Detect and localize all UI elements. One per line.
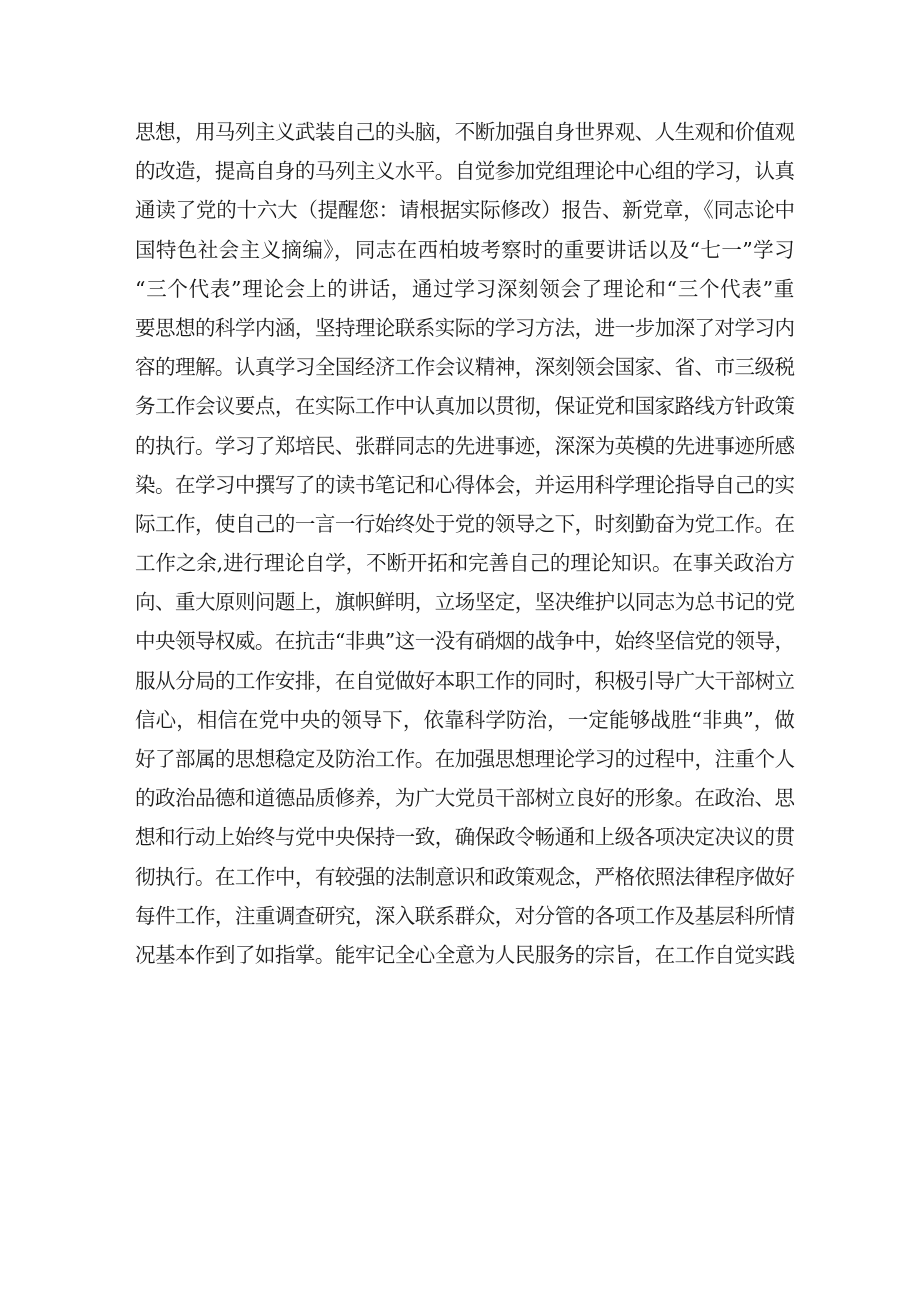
text-line: 中央领导权威。在抗击“非典”这一没有硝烟的战争中，始终坚信党的领导， xyxy=(135,629,795,654)
text-line: 思想，用马列主义武装自己的头脑，不断加强自身世界观、人生观和价值观 xyxy=(135,120,795,144)
text-line: 服从分局的工作安排，在自觉做好本职工作的同时，积极引导广大干部树立 xyxy=(135,668,795,693)
text-line: “三个代表”理论会上的讲话，通过学习深刻领会了理论和“三个代表”重 xyxy=(135,276,795,301)
text-line: 通读了党的十六大（提醒您：请根据实际修改）报告、新党章，《同志论中 xyxy=(135,198,795,223)
text-line: 想和行动上始终与党中央保持一致，确保政令畅通和上级各项决定决议的贯 xyxy=(135,825,795,850)
text-line: 信心，相信在党中央的领导下，依靠科学防治，一定能够战胜“非典”，做 xyxy=(135,707,795,732)
text-line: 的执行。学习了郑培民、张群同志的先进事迹，深深为英模的先进事迹所感 xyxy=(135,433,795,458)
text-line: 国特色社会主义摘编》，同志在西柏坡考察时的重要讲话以及“七一”学习 xyxy=(135,237,795,262)
text-line: 好了部属的思想稳定及防治工作。在加强思想理论学习的过程中，注重个人 xyxy=(135,747,795,771)
text-line: 要思想的科学内涵，坚持理论联系实际的学习方法，进一步加深了对学习内 xyxy=(135,315,795,340)
text-line: 向、重大原则问题上，旗帜鲜明，立场坚定，坚决维护以同志为总书记的党 xyxy=(135,590,795,615)
text-line: 的政治品德和道德品质修养，为广大党员干部树立良好的形象。在政治、思 xyxy=(135,786,795,811)
text-line: 染。在学习中撰写了的读书笔记和心得体会，并运用科学理论指导自己的实 xyxy=(135,472,795,497)
text-line: 工作之余,进行理论自学，不断开拓和完善自己的理论知识。在事关政治方 xyxy=(135,551,795,576)
text-line: 彻执行。在工作中，有较强的法制意识和政策观念，严格依照法律程序做好 xyxy=(135,864,795,889)
text-line: 况基本作到了如指掌。能牢记全心全意为人民服务的宗旨，在工作自觉实践 xyxy=(135,942,795,967)
text-line: 际工作，使自己的一言一行始终处于党的领导之下，时刻勤奋为党工作。在 xyxy=(135,511,795,536)
text-line: 的改造，提高自身的马列主义水平。自觉参加党组理论中心组的学习，认真 xyxy=(135,159,795,184)
text-line: 容的理解。认真学习全国经济工作会议精神，深刻领会国家、省、市三级税 xyxy=(135,355,795,380)
body-paragraph xyxy=(135,113,795,975)
text-line: 务工作会议要点，在实际工作中认真加以贯彻，保证党和国家路线方针政策 xyxy=(135,394,795,419)
text-line: 每件工作，注重调查研究，深入联系群众，对分管的各项工作及基层科所情 xyxy=(135,903,795,928)
